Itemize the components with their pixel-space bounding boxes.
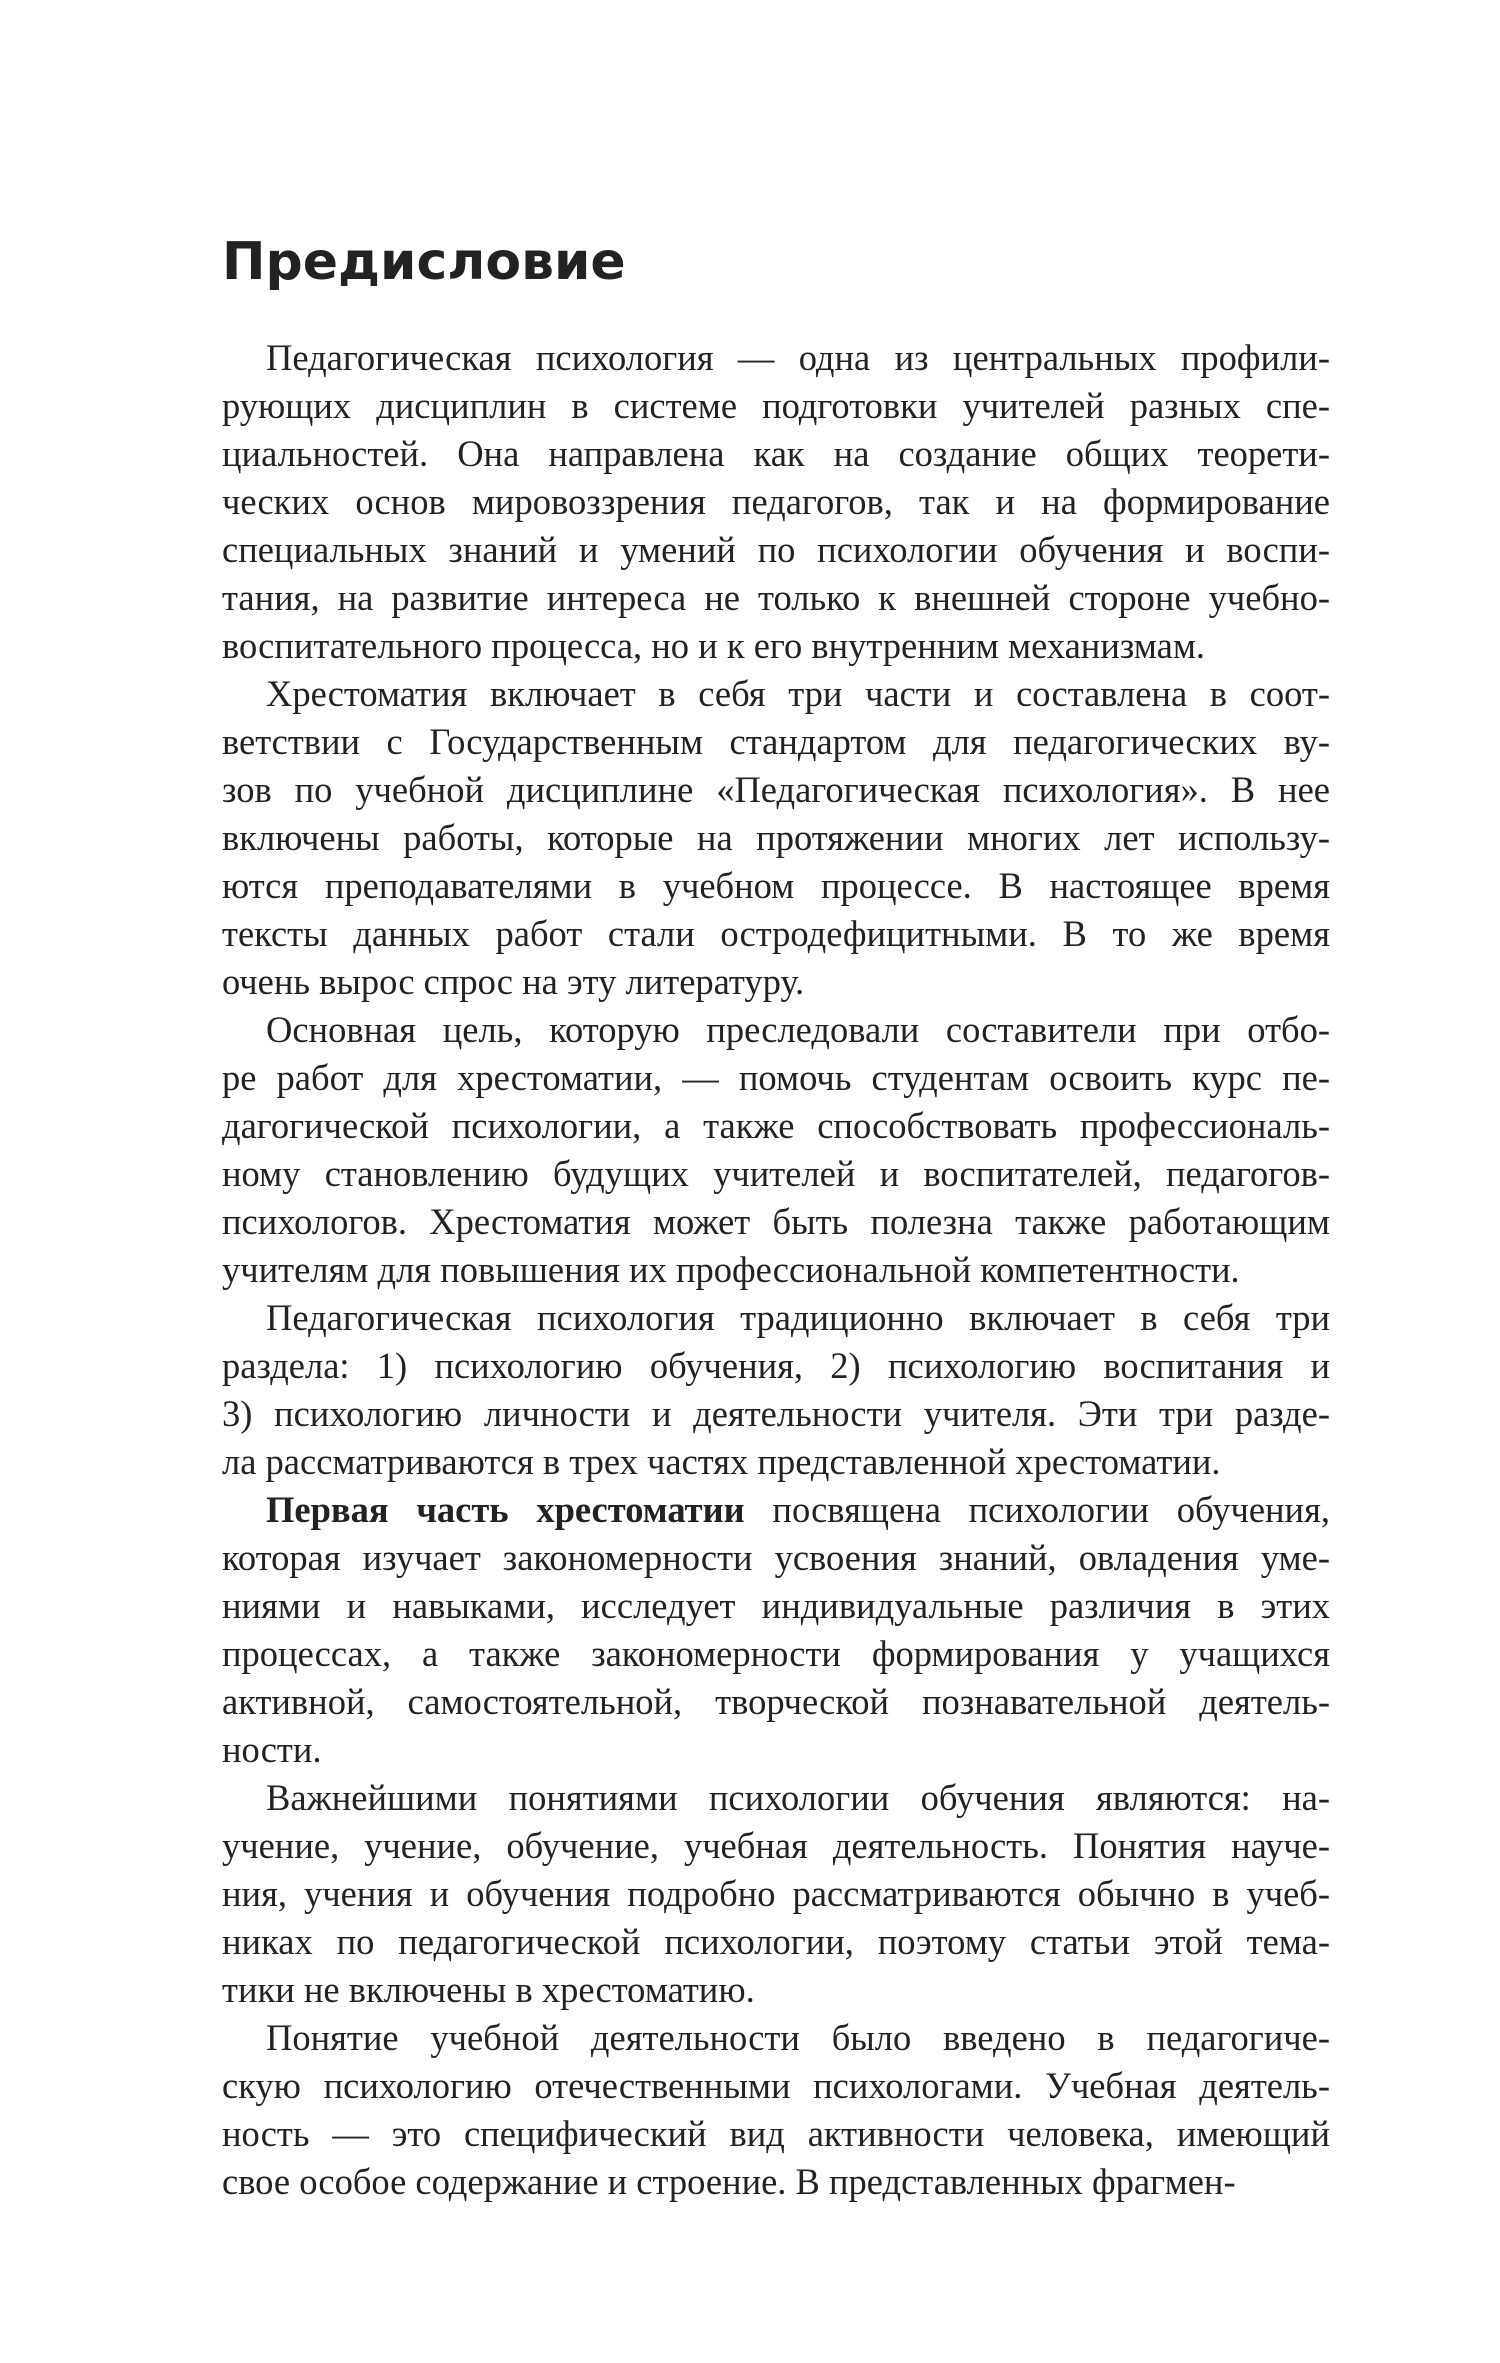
- text-line: ному становлению будущих учителей и воспитателей, педагогов-: [222, 1153, 1330, 1194]
- text-line: скую психологию отечественными психологами. Учебная деятель-: [222, 2065, 1330, 2106]
- text-line: циальностей. Она направлена как на создание общих теорети-: [222, 433, 1330, 474]
- text-line: 3) психологию личности и деятельности учителя. Эти три разде-: [222, 1393, 1330, 1434]
- text-line: ности.: [222, 1729, 322, 1770]
- text-line: психологов. Хрестоматия может быть полезна также работающим: [222, 1201, 1330, 1242]
- paragraph: [222, 670, 1330, 1006]
- paragraph: [222, 1006, 1330, 1294]
- text-line: ются преподавателями в учебном процессе. В настоящее время: [222, 865, 1330, 906]
- text-line: ческих основ мировоззрения педагогов, так и на формирование: [222, 481, 1330, 522]
- text-line: учителям для повышения их профессиональной компетентности.: [222, 1249, 1240, 1290]
- bold-lead-phrase: Первая часть хрестоматии: [266, 1489, 745, 1530]
- text-line: ре работ для хрестоматии, — помочь студентам освоить курс пе-: [222, 1057, 1330, 1098]
- text-line: очень вырос спрос на эту литературу.: [222, 961, 805, 1002]
- text-line: учение, учение, обучение, учебная деятельность. Понятия науче-: [222, 1825, 1330, 1866]
- text-line: свое особое содержание и строение. В представленных фрагмен-: [222, 2161, 1236, 2202]
- text-line: ность — это специфический вид активности человека, имеющий: [222, 2113, 1330, 2154]
- paragraph: [222, 1774, 1330, 2014]
- text-line: ниями и навыками, исследует индивидуальные различия в этих: [222, 1585, 1330, 1626]
- text-line: включены работы, которые на протяжении многих лет использу-: [222, 817, 1330, 858]
- text-line: зов по учебной дисциплине «Педагогическая психология». В нее: [222, 769, 1330, 810]
- text-line: активной, самостоятельной, творческой познавательной деятель-: [222, 1681, 1330, 1722]
- paragraph: [222, 1486, 1330, 1774]
- text-line: Педагогическая психология традиционно включает в себя три: [266, 1297, 1330, 1338]
- text-line: тания, на развитие интереса не только к внешней стороне учебно-: [222, 577, 1330, 618]
- paragraph: [222, 334, 1330, 670]
- text-line: воспитательного процесса, но и к его внутренним механизмам.: [222, 625, 1206, 666]
- text-line: Основная цель, которую преследовали составители при отбо-: [266, 1009, 1330, 1050]
- text-line: процессах, а также закономерности формирования у учащихся: [222, 1633, 1330, 1674]
- text-line: ветствии с Государственным стандартом для педагогических ву-: [222, 721, 1330, 762]
- text-line: [222, 1486, 1330, 1534]
- text-line: Хрестоматия включает в себя три части и составлена в соот-: [266, 673, 1330, 714]
- text-line: которая изучает закономерности усвоения знаний, овладения уме-: [222, 1537, 1330, 1578]
- text-line: рующих дисциплин в системе подготовки учителей разных спе-: [222, 385, 1330, 426]
- text-line: специальных знаний и умений по психологии обучения и воспи-: [222, 529, 1330, 570]
- text-line: дагогической психологии, а также способствовать профессиональ-: [222, 1105, 1330, 1146]
- text-line: тексты данных работ стали остродефицитными. В то же время: [222, 913, 1330, 954]
- text-fragment: посвящена психологии обучения,: [744, 1489, 1331, 1530]
- page-title: Предисловие: [222, 232, 626, 292]
- text-line: раздела: 1) психологию обучения, 2) психологию воспитания и: [222, 1345, 1330, 1386]
- body-text: [222, 334, 1330, 2206]
- text-line: Педагогическая психология — одна из центральных профили-: [266, 337, 1330, 378]
- text-line: Понятие учебной деятельности было введено в педагогиче-: [266, 2017, 1330, 2058]
- text-line: ния, учения и обучения подробно рассматриваются обычно в учеб-: [222, 1873, 1330, 1914]
- paragraph: [222, 1294, 1330, 1486]
- text-line: Важнейшими понятиями психологии обучения являются: на-: [266, 1777, 1330, 1818]
- paragraph: [222, 2014, 1330, 2206]
- text-line: никах по педагогической психологии, поэтому статьи этой тема-: [222, 1921, 1330, 1962]
- text-line: ла рассматриваются в трех частях представленной хрестоматии.: [222, 1441, 1221, 1482]
- text-line: тики не включены в хрестоматию.: [222, 1969, 755, 2010]
